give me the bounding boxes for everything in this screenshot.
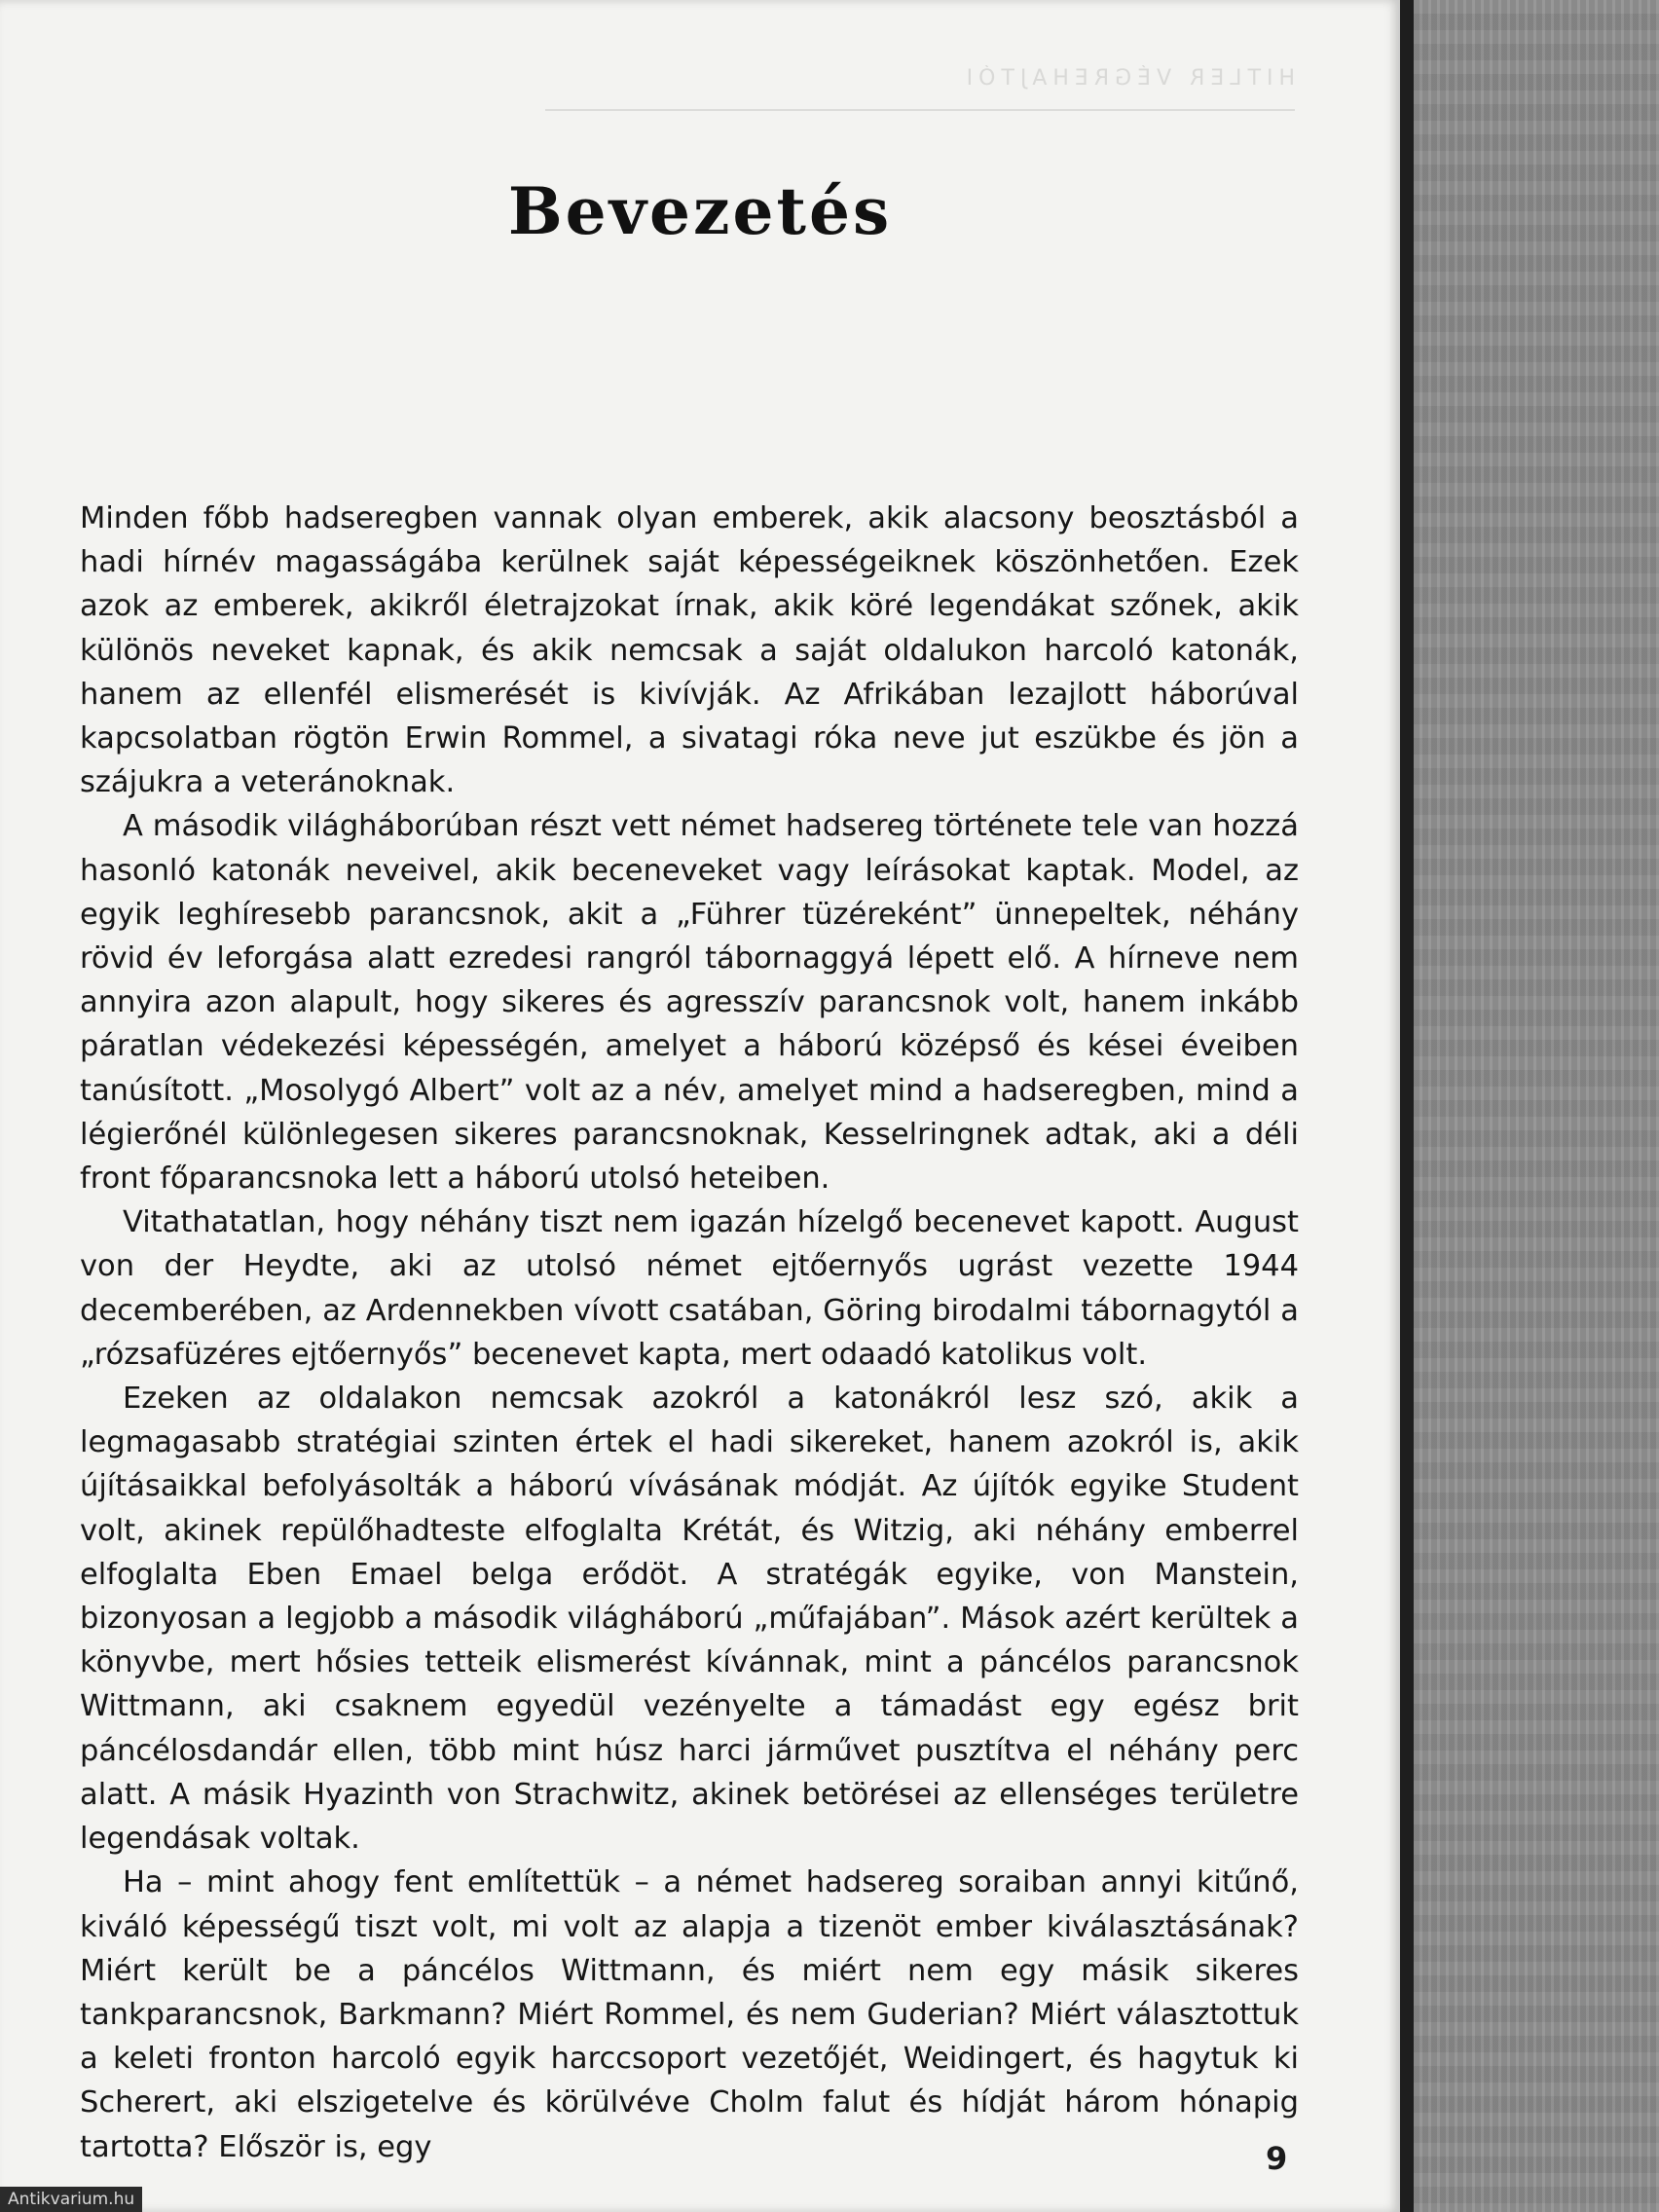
paragraph: A második világháborúban részt vett német hadsereg története tele van hozzá hasonló katonák neveivel, akik beceneveket vagy leírásokat kaptak. Model, az egyik leghíresebb parancsnok, akit a „Führer tüzéreként” ünnepeltek, néhány rövid év leforgása alatt ezredesi rangról tábornaggyá lépett elő. A hírneve nem annyira azon alapult, hogy sikeres és agresszív parancsnok volt, hanem inkább páratlan védekezési képességén, amelyet a háború középső és kései éveiben tanúsított. „Mosolygó Albert” volt az a név, amelyet mind a hadseregben, mind a légierőnél különlegesen sikeres parancsnoknak, Kesselringnek adtak, aki a déli front főparancsnoka lett a háború utolsó heteiben. xyxy=(80,809,1299,1197)
paragraph: Ezeken az oldalakon nemcsak azokról a katonákról lesz szó, akik a legmagasabb stratégiai szinten értek el hadi sikereket, hanem azokról is, akik újításaikkal befolyásolták a háború vívásának módját. Az újítók egyike Student volt, akinek repülőhadteste elfoglalta Krétát, és Witzig, aki néhány emberrel elfoglalta Eben Emael belga erődöt. A stratégák egyike, von Manstein, bizonyosan a legjobb a második világháború „műfajában”. Mások azért kerültek a könyvbe, mert hősies tetteik elismerést kívánnak, mint a páncélos parancsnok Wittmann, aki csaknem egyedül vezényelte a támadást egy egész brit páncélosdandár ellen, több mint húsz harci járművet pusztítva el néhány perc alatt. A másik Hyazinth von Strachwitz, akinek betörései az ellenséges területre legendásak voltak. xyxy=(80,1382,1299,1857)
chapter-title: Bevezetés xyxy=(507,173,893,249)
bleed-through-rule xyxy=(545,109,1295,111)
body-text xyxy=(80,497,1299,2169)
paragraph: Vitathatatlan, hogy néhány tiszt nem igazán hízelgő becenevet kapott. August von der Heydte, aki az utolsó német ejtőernyős ugrást vezette 1944 decemberében, az Ardennekben vívott csatában, Göring birodalmi tábornagytól a „rózsafüzéres ejtőernyős” becenevet kapta, mert odaadó katolikus volt. xyxy=(80,1205,1299,1372)
paragraph: Ha – mint ahogy fent említettük – a német hadsereg soraiban annyi kitűnő, kiváló képességű tiszt volt, mi volt az alapja a tizenöt ember kiválasztásának? Miért került be a páncélos Wittmann, és miért nem egy másik sikeres tankparancsnok, Barkmann? Miért Rommel, és nem Guderian? Miért választottuk a keleti fronton harcoló egyik harccsoport vezetőjét, Weidingert, és hagytuk ki Scherert, aki elszigetelve és körülvéve Cholm falut és hídját három hónapig tartotta? Először is, egy xyxy=(80,1865,1299,2164)
bleed-through-header: HITLER VÉGREHAJTÓI xyxy=(960,66,1295,91)
paragraph: Minden főbb hadseregben vannak olyan emberek, akik alacsony beosztásból a hadi hírnév magasságába kerülnek saját képességeiknek köszönhetően. Ezek azok az emberek, akikről életrajzokat írnak, akik köré legendákat szőnek, akik különös neveket kapnak, és akik nemcsak a saját oldalukon harcoló katonák, hanem az ellenfél elismerését is kivívják. Az Afrikában lezajlott háborúval kapcsolatban rögtön Erwin Rommel, a sivatagi róka neve jut eszükbe és jön a szájukra a veteránoknak. xyxy=(80,501,1299,800)
watermark: Antikvarium.hu xyxy=(0,2187,142,2212)
page-number: 9 xyxy=(1266,2140,1288,2177)
